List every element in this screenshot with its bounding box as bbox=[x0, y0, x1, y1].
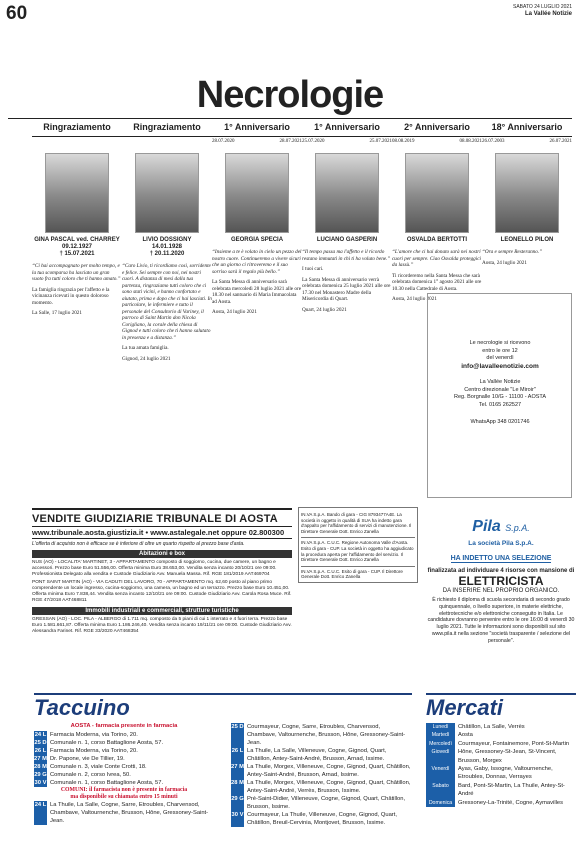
divider bbox=[8, 118, 572, 119]
date-from: 26.07.2003 bbox=[482, 139, 505, 144]
obituary-paragraph: “Caro Livio, ti ricordiamo così, sorridente e felice. Sei sempre con noi, nei nostri cuori. A distanza di mesi dalla tua partenza, ringraziamo tutti coloro che ci sono stati vicini, e hanno confortato e aiutato, prima e dopo che ci hai lasciati. In particolare, le infermiere e tutto il personale del Consultorio di Variney, il parroco di Saint Martin don Nicola Corigliano, la corale della chiesa di Gignod e tutti coloro che ti hanno salutato in presenza e a distanza.” bbox=[122, 263, 212, 341]
day-badge: 27 M bbox=[34, 756, 47, 762]
day-badge: 29 G bbox=[231, 795, 244, 811]
column-dates bbox=[482, 139, 572, 147]
notice-email[interactable]: info@lavalleenotizie.com bbox=[461, 362, 539, 370]
column-head: 2° Anniversario bbox=[392, 122, 482, 137]
day-badge: 25 D bbox=[34, 740, 47, 746]
list-item bbox=[34, 801, 214, 825]
item-text: Comunale n. 3, viale Conte Crotti, 18. bbox=[50, 764, 147, 770]
notice-whatsapp: WhatsApp 348 0201746 bbox=[470, 419, 530, 425]
column-dates bbox=[122, 139, 212, 147]
item-text: La Thuile, Morgex, Villeneuve, Cogne, Gignod, Quart, Châtillon, Antey-Saint-André, Brusson, Arnad, Issime. bbox=[247, 764, 411, 778]
day-badge: Martedì bbox=[426, 731, 455, 739]
list-item bbox=[426, 799, 576, 807]
issue-date: SABATO 24 LUGLIO 2021 bbox=[512, 4, 572, 10]
item-text: Ayas, Gaby, Issogne, Valtournenche, Etroubles, Donnas, Verrayes bbox=[458, 766, 553, 781]
obituary-paragraph: “Ora e sempre Resteranno.” bbox=[482, 249, 543, 255]
column-dates bbox=[392, 139, 482, 147]
item-text: Hône, Gressoney-St-Jean, St-Vincent, Brusson, Morgex bbox=[458, 749, 557, 764]
day-badge: 24 L bbox=[34, 801, 47, 825]
item-text: Comunale n. 2, corso Ivrea, 50. bbox=[50, 772, 131, 778]
death-date: † 15.07.2021 bbox=[59, 251, 95, 257]
obituary-text bbox=[32, 263, 122, 317]
birth-date: 09.12.1927 bbox=[61, 244, 93, 250]
vendite-bar: Abitazioni e box bbox=[32, 550, 292, 558]
list-item bbox=[231, 795, 411, 811]
item-text: La Thuile, La Salle, Villeneuve, Cogne, Gignod, Quart, Châtillon, Antey-Saint-André, Brusson, Arnad, Issime. bbox=[247, 748, 387, 762]
notice-line: Reg. Borgnalle 10/G - 11100 - AOSTA bbox=[453, 394, 547, 400]
deceased-name: GEORGIA SPECIA bbox=[230, 237, 284, 243]
vendite-title: VENDITE GIUDIZIARIE TRIBUNALE DI AOSTA bbox=[32, 513, 278, 525]
portrait-photo bbox=[315, 153, 379, 233]
obituary-column bbox=[392, 122, 482, 307]
day-badge: 26 L bbox=[231, 747, 244, 763]
list-item bbox=[34, 731, 214, 739]
day-badge: Giovedì bbox=[426, 748, 455, 765]
notice-line: La Vallée Notizie bbox=[479, 379, 521, 385]
date-to: 28.07.2021 bbox=[279, 139, 302, 144]
list-item bbox=[231, 747, 411, 763]
column-dates bbox=[32, 139, 122, 147]
list-item bbox=[34, 739, 214, 747]
item-text: Comunale n. 1, corso Battaglione Aosta, 57. bbox=[50, 780, 164, 786]
ad-block: IN.VA S.p.A. Bando di gara - CIG 8793477A4E. La società in oggetto in qualità di SUA ha indetto gara d'appalto per l'affidamento di servizi di manutenzione. Il Direttore Generale Dott. Enrico Zanella bbox=[301, 510, 415, 538]
comuni-note: ma disponibile su chiamata entro 15 minuti bbox=[70, 794, 178, 800]
ad-block: IN.VA S.p.A. C.U.C. Regione Autonoma Valle d'Aosta. Esito di gara - CUP. La società in oggetto ha aggiudicato la procedura aperta per l'affidamento del servizio. Il Direttore Generale Dott. Enrico Zanella bbox=[301, 538, 415, 566]
deceased-name: OSVALDA BERTOTTI bbox=[406, 237, 468, 243]
obituary-paragraph: La Santa Messa di anniversario sarà celebrata mercoledì 28 luglio 2021 alle ore 18.30 nel santuario di Maria Immacolata ad Aosta. bbox=[212, 279, 302, 305]
deceased-name: LEONELLO PILON bbox=[500, 237, 554, 243]
pila-line: HA INDETTO UNA SELEZIONE bbox=[450, 555, 552, 562]
list-item bbox=[34, 755, 214, 763]
list-item bbox=[426, 782, 576, 799]
column-head: Ringraziamento bbox=[122, 122, 212, 137]
obituary-text bbox=[302, 249, 392, 313]
pila-body: È richiesto il diploma di scuola secondaria di secondo grado quinquennale, o livello superiore, in materie elettriche, elettrotecniche e/o elettroniche conseguito in Italia. Le candidature dovranno pervenire entro le ore 16:00 di venerdì 30 luglio 2021. Tutte le informazioni sono disponibili sul sito www.pila.it nella sezione "società trasparente / selezione del personale". bbox=[427, 597, 575, 644]
item-text: Farmacia Moderna, via Torino, 20. bbox=[50, 748, 138, 754]
item-text: Bard, Pont-St-Martin, La Thuile, Antey-St-André bbox=[458, 782, 565, 798]
list-item bbox=[426, 748, 576, 765]
list-item bbox=[426, 723, 576, 731]
pila-line: La società Pila S.p.A. bbox=[468, 540, 534, 547]
column-head: 18° Anniversario bbox=[482, 122, 572, 137]
obituary-paragraph: “Insieme a te è volato in cielo un pezzo del nostro cuore. Continueremo a vivere sicuri che un giorno ci ritroveremo e il suo sorriso sarà il regalo più bello.” bbox=[212, 249, 302, 275]
day-badge: 28 M bbox=[34, 764, 47, 770]
taccuino-left bbox=[34, 731, 214, 825]
date-from: 25.07.2020 bbox=[302, 139, 325, 144]
notice-line: Tel. 0165 262527 bbox=[478, 401, 522, 408]
mercati-title: Mercati bbox=[426, 693, 576, 721]
pila-logo-suffix: S.p.A. bbox=[505, 523, 530, 533]
portrait-photo bbox=[495, 153, 559, 233]
pila-ad bbox=[426, 518, 576, 645]
mercati-list bbox=[426, 723, 576, 807]
item-text: La Thuile, La Salle, Cogne, Sarre, Etroubles, Charvensod, Chambave, Valtournenche, Brusson, Hône, Gressoney-Saint-Jean. bbox=[50, 802, 209, 824]
column-dates bbox=[212, 139, 302, 147]
list-item bbox=[34, 763, 214, 771]
obituary-text bbox=[482, 249, 572, 266]
vendite-bar: Immobili industriali e commerciali, strutture turistiche bbox=[32, 607, 292, 615]
notice-line: entro le ore 12 bbox=[482, 347, 518, 354]
vendite-section bbox=[32, 508, 292, 635]
obituary-paragraph: Gignod, 24 luglio 2021 bbox=[122, 355, 171, 362]
item-text: Gressoney-La-Trinité, Cogne, Aymavilles bbox=[458, 799, 564, 806]
obituary-paragraph: La tua amata famiglia. bbox=[122, 345, 169, 351]
item-text: Courmayeur, Fontainemore, Pont-St-Martin bbox=[458, 740, 570, 747]
list-item bbox=[231, 811, 411, 827]
obituary-paragraph: I tuoi cari. bbox=[302, 266, 324, 272]
death-date: † 20.11.2020 bbox=[149, 251, 185, 257]
date-to: 25.07.2021 bbox=[369, 139, 392, 144]
day-badge: Venerdì bbox=[426, 765, 455, 782]
comuni-note: COMUNI: il farmacista non è presente in farmacia bbox=[60, 787, 188, 793]
item-text: Pré-Saint-Didier, Villeneuve, Cogne, Gignod, Quart, Châtillon, Brusson, Issime. bbox=[247, 796, 406, 810]
ad-block: IN.VA S.p.A. C.U.C. Esito di gara - CUP. Il Direttore Generale Dott. Enrico Zanella bbox=[301, 568, 403, 580]
taccuino-title: Taccuino bbox=[34, 693, 412, 721]
notice-text bbox=[440, 340, 560, 427]
pila-logo bbox=[426, 518, 576, 536]
obituary-paragraph: La Santa Messa di anniversario verrà celebrata domenica 25 luglio 2021 alle ore 17.30 nel Monastero Madre della Misericordia di Quart. bbox=[302, 276, 391, 302]
date-from: 28.07.2020 bbox=[212, 139, 235, 144]
portrait-photo bbox=[45, 153, 109, 233]
page-title: Necrologie bbox=[196, 74, 384, 116]
list-item bbox=[34, 771, 214, 779]
obituary-text bbox=[212, 249, 302, 316]
portrait-photo bbox=[225, 153, 289, 233]
list-item bbox=[426, 765, 576, 782]
pila-logo-text: Pila bbox=[472, 518, 501, 535]
obituary-column bbox=[482, 122, 572, 270]
deceased-name: GINA PASCAL ved. CHARREY bbox=[34, 237, 120, 243]
column-dates bbox=[302, 139, 392, 147]
item-text: La Thuile, Morgex, Villeneuve, Cogne, Gignod, Quart, Châtillon, Antey-Saint-André, Verrès, Brusson, Issime. bbox=[247, 780, 411, 794]
day-badge: 26 L bbox=[34, 748, 47, 754]
obituary-text bbox=[122, 263, 212, 362]
vendite-sub: L'offerta di acquisto non è efficace se è inferiore di oltre un quarto rispetto al prezzo base d'asta. bbox=[32, 541, 245, 547]
date-to: 08.08.2021 bbox=[459, 139, 482, 144]
date-to: 26.07.2021 bbox=[549, 139, 572, 144]
list-item bbox=[34, 747, 214, 755]
obituary-paragraph: La Salle, 17 luglio 2021 bbox=[32, 310, 82, 316]
aosta-heading: AOSTA - farmacia presente in farmacia bbox=[70, 723, 178, 729]
list-item bbox=[34, 779, 214, 787]
obituary-paragraph: Aosta, 24 luglio 2021 bbox=[392, 296, 437, 302]
notice-line: Centro direzionale "Le Miroir" bbox=[464, 386, 536, 393]
day-badge: 30 V bbox=[34, 780, 47, 786]
header-info bbox=[513, 4, 572, 18]
day-badge: 25 D bbox=[231, 723, 244, 747]
list-item bbox=[231, 723, 411, 747]
list-item bbox=[426, 740, 576, 748]
day-badge: 30 V bbox=[231, 811, 244, 827]
portrait-photo bbox=[405, 153, 469, 233]
day-badge: 24 L bbox=[34, 732, 47, 738]
column-head: 1° Anniversario bbox=[212, 122, 302, 137]
obituary-column bbox=[212, 122, 302, 320]
item-text: Courmayeur, La Thuile, Villeneuve, Cogne, Gignod, Quart, Châtillon, Breuil-Cervinia, Montjovet, Brusson, Issime. bbox=[247, 812, 397, 826]
day-badge: 28 M bbox=[231, 779, 244, 795]
vendite-item: PONT SAINT MARTIN (AO) - VIA CADUTI DEL LAVORO, 70 - APPARTAMENTO mq. 62,60 posto al piano primo comprendente un locale ingresso, cucina-soggiorno, una camera, un bagno ed un terrazzo. Prezzo base Euro 10.451,00. Offerta minima Euro 7.838,44. Vendita senza incanto 12/10/21 ore 09:00. Custode Giudiziario Avv. Carola Rosa Muce. Rif. RGE 47/2018 AAT468811 bbox=[32, 580, 292, 603]
obituary-column bbox=[302, 122, 392, 317]
obituary-paragraph: La famiglia ringrazia per l'affetto e la vicinanza ricevuti in questo doloroso momento. bbox=[32, 286, 110, 306]
pila-line: DA INSERIRE NEL PROPRIO ORGANICO. bbox=[442, 588, 560, 594]
column-head: 1° Anniversario bbox=[302, 122, 392, 137]
notice-line: Le necrologie si ricevono bbox=[469, 340, 531, 346]
page-number: 60 bbox=[6, 3, 28, 24]
day-badge: Mercoledì bbox=[426, 740, 455, 748]
day-badge: 29 G bbox=[34, 772, 47, 778]
vendite-url[interactable]: www.tribunale.aosta.giustizia.it • www.astalegale.net oppure 02.800300 bbox=[32, 526, 292, 539]
item-text: Châtillon, La Salle, Verrès bbox=[458, 724, 525, 730]
day-badge: Domenica bbox=[426, 799, 455, 807]
pila-role: ELETTRICISTA bbox=[458, 574, 544, 588]
vendite-item: GRESSAN (AO) - LOC. PILA - ALBERGO di 1.711 mq. composto da 5 piani di cui 1 interrato e 4 fuori terra. Prezzo base Euro 1.581.661,87. Offerta minima Euro 1.186.246,40. Vendita senza incanto 19/11/21 ore 09:00. Custode Giudiziario Avv. Alessandra Farinet. Rif. RGE 33/2020 AAT468354 bbox=[32, 617, 292, 634]
obituary-paragraph: “Il tempo passa ma l'affetto e il ricordo restano immutati in chi ti ha voluto bene.” bbox=[302, 249, 391, 262]
deceased-name: LUCIANO GASPERIN bbox=[316, 237, 378, 243]
item-text: Farmacia Moderna, via Torino, 20. bbox=[50, 732, 138, 738]
obituary-paragraph: Aosta, 24 luglio 2021 bbox=[482, 259, 527, 266]
paper-name: La Vallée Notizie bbox=[524, 11, 572, 17]
portrait-photo bbox=[135, 153, 199, 233]
invia-ads bbox=[298, 507, 418, 583]
taccuino-right bbox=[231, 723, 411, 827]
day-badge: Lunedì bbox=[426, 723, 455, 731]
item-text: Aosta bbox=[458, 732, 473, 739]
obituary-column bbox=[122, 122, 212, 366]
day-badge: 27 M bbox=[231, 763, 244, 779]
date-from: 08.08.2019 bbox=[392, 139, 415, 144]
obituary-paragraph: “L'amore che ci hai donato sarà nei nostri cuori per sempre. Ciao Osvalda proteggici da lassù.” bbox=[392, 249, 481, 268]
obituary-paragraph: Aosta, 24 luglio 2021 bbox=[212, 309, 257, 315]
list-item bbox=[426, 731, 576, 739]
obituary-paragraph: “Ci hai accompagnato per molto tempo, e la tua scomparsa ha lasciato un gran vuoto fra tutti coloro che ti hanno amato.” bbox=[32, 263, 121, 282]
notice-line: del venerdì bbox=[486, 355, 514, 361]
item-text: Dr. Papone, vie De Tillier, 19. bbox=[50, 756, 125, 762]
list-item bbox=[231, 763, 411, 779]
obituary-paragraph: Quart, 24 luglio 2021 bbox=[302, 306, 347, 313]
deceased-name: LIVIO DOSSIGNY bbox=[142, 237, 192, 243]
column-head: Ringraziamento bbox=[32, 122, 122, 137]
pila-line: finalizzata ad individuare 4 risorse con mansione di bbox=[427, 568, 575, 574]
day-badge: Sabato bbox=[426, 782, 455, 799]
vendite-item: NUS (AO) - LOCALITA' MARTINET, 3 - APPARTAMENTO composto di soggiorno, cucina, due camere, un bagno e accessori. Prezzo base Euro 51.556,00. Offerta minima Euro 38.653,00. Vendita senza incanto 20/10/21 ore 09:00. Professionista Delegato alla vendita e Custode Giudiziario Avv. Manuela Massa. Rif. RGE 181/2019 AAT469704 bbox=[32, 560, 277, 577]
obituary-column bbox=[32, 122, 122, 321]
item-text: Comunale n. 1, corso Battaglione Aosta, 57. bbox=[50, 740, 164, 746]
item-text: Courmayeur, Cogne, Sarre, Etroubles, Charvensod, Chambave, Valtournenche, Brusson, Hône, Gressoney-Saint-Jean. bbox=[247, 724, 406, 746]
birth-date: 14.01.1928 bbox=[151, 244, 183, 250]
obituary-paragraph: Ti ricorderemo nella Santa Messa che sarà celebrata domenica 1° agosto 2021 alle ore 10.30 nella Cattedrale di Aosta. bbox=[392, 272, 482, 292]
list-item bbox=[231, 779, 411, 795]
